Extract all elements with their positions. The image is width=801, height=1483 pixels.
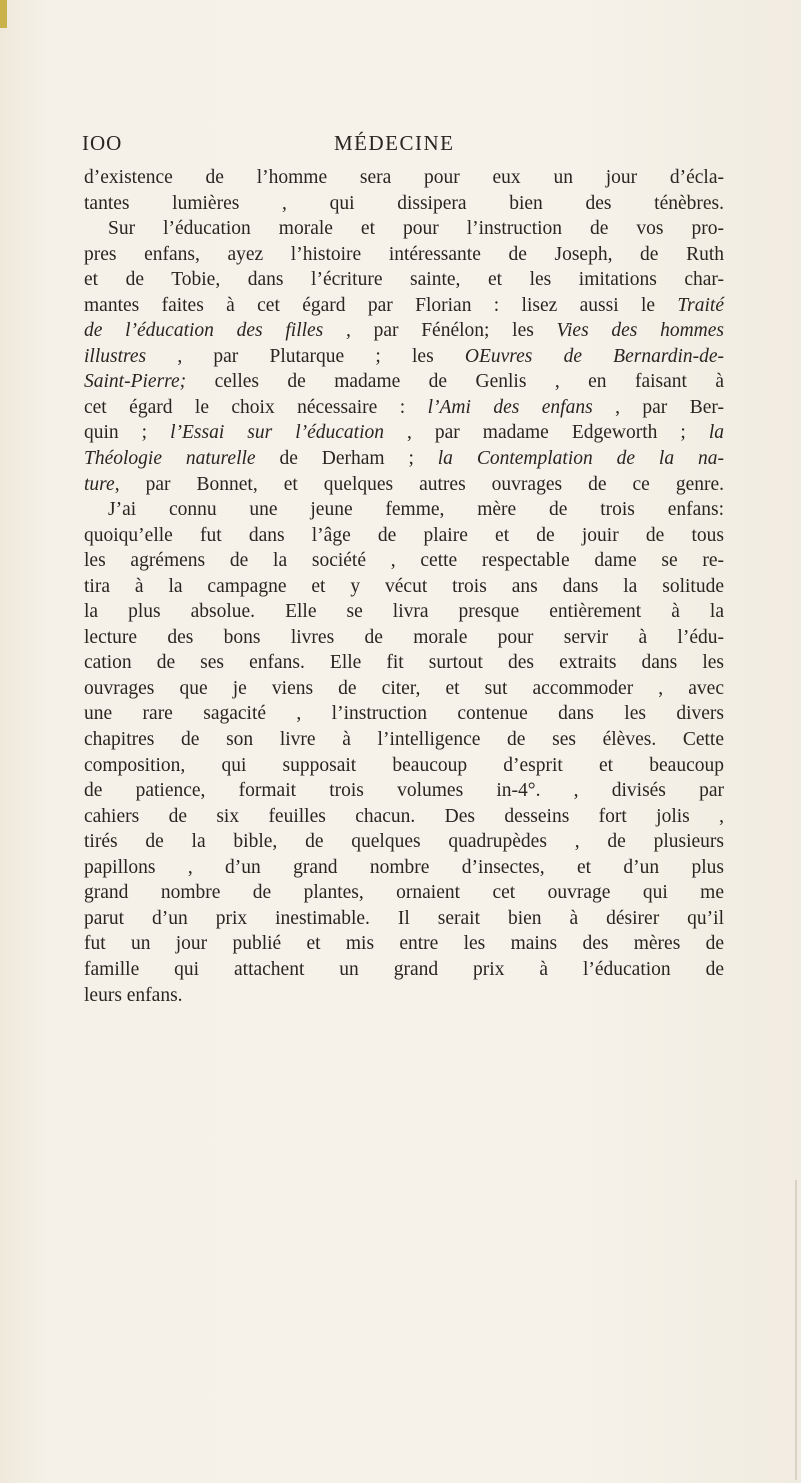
text-line	[84, 191, 724, 217]
text-line	[84, 599, 724, 625]
text-line	[84, 293, 724, 319]
text-segment: , par madame Edgeworth ;	[384, 422, 709, 444]
text-segment: celles de madame de Genlis , en faisant à	[186, 371, 724, 393]
text-line	[84, 395, 724, 421]
text-segment: , par Ber-	[592, 396, 724, 418]
text-segment: par Fénélon; les	[350, 320, 557, 342]
text-segment: grand nombre de plantes, ornaient cet ouvrage qui me	[84, 882, 724, 904]
text-segment: mantes faites à cet égard par Florian : lisez aussi le	[84, 294, 678, 316]
text-segment: la plus absolue. Elle se livra presque entièrement à la	[84, 601, 724, 623]
text-line	[84, 906, 724, 932]
text-line	[84, 855, 724, 881]
text-line	[84, 727, 724, 753]
text-segment: chapitres de son livre à l’intelligence de ses élèves. Cette	[84, 729, 724, 751]
italic-title: l’Essai sur l’éducation	[170, 422, 384, 444]
italic-title: l’Ami des enfans	[427, 396, 593, 418]
text-segment: , par Bonnet, et quelques autres ouvrages de ce genre.	[114, 473, 724, 495]
page-corner-mark	[0, 0, 7, 28]
text-segment: cation de ses enfans. Elle fit surtout des extraits dans les	[84, 652, 724, 674]
italic-title: OEuvres de Bernardin-de-	[464, 345, 725, 367]
italic-title: Vies des hommes	[556, 320, 724, 342]
text-segment: une rare sagacité , l’instruction contenue dans les divers	[84, 703, 724, 725]
italic-title: de l’éducation des filles ,	[84, 320, 351, 342]
text-line	[84, 957, 724, 983]
text-segment: leurs enfans.	[84, 984, 183, 1006]
text-segment: de patience, formait trois volumes in-4°. , divisés par	[84, 780, 724, 802]
text-segment: les agrémens de la société , cette respectable dame se re-	[84, 550, 724, 572]
text-segment: et de Tobie, dans l’écriture sainte, et les imitations char-	[84, 269, 724, 291]
text-line	[84, 318, 724, 344]
text-segment: fut un jour publié et mis entre les mains des mères de	[84, 933, 724, 955]
text-line	[84, 983, 724, 1009]
text-segment: cahiers de six feuilles chacun. Des desseins fort jolis ,	[84, 805, 724, 827]
text-segment: tira à la campagne et y vécut trois ans dans la solitude	[84, 575, 724, 597]
page-number: IOO	[82, 131, 123, 155]
text-line	[84, 369, 724, 395]
italic-title: illustres	[84, 345, 147, 367]
text-line	[84, 446, 724, 472]
text-segment: de Derham ;	[255, 448, 438, 470]
text-segment: Sur l’éducation morale et pour l’instruction de vos pro-	[108, 218, 724, 240]
text-line	[84, 753, 724, 779]
text-segment: quin ;	[84, 422, 171, 444]
text-line	[84, 420, 724, 446]
text-segment: quoiqu’elle fut dans l’âge de plaire et de jouir de tous	[84, 524, 724, 546]
text-line	[84, 625, 724, 651]
italic-title: Saint-Pierre;	[84, 371, 187, 393]
text-line	[84, 676, 724, 702]
text-segment: d’existence de l’homme sera pour eux un jour d’écla-	[84, 167, 724, 188]
italic-title: ture	[84, 473, 115, 495]
text-line	[84, 548, 724, 574]
page-edge-shadow	[795, 1180, 797, 1480]
text-segment: , par Plutarque ; les	[146, 345, 465, 367]
text-line	[84, 267, 724, 293]
text-segment: tirés de la bible, de quelques quadrupèdes , de plusieurs	[84, 831, 724, 853]
text-segment: pres enfans, ayez l’histoire intéressante de Joseph, de Ruth	[84, 243, 724, 265]
text-segment: papillons , d’un grand nombre d’insectes, et d’un plus	[84, 856, 724, 878]
text-line	[84, 165, 724, 191]
page-header	[82, 131, 722, 161]
text-segment: parut d’un prix inestimable. Il serait bien à désirer qu’il	[84, 907, 724, 929]
text-line	[84, 344, 724, 370]
text-line	[84, 804, 724, 830]
text-line	[84, 472, 724, 498]
text-line	[84, 880, 724, 906]
italic-title: la	[708, 422, 724, 444]
text-line	[84, 650, 724, 676]
text-segment: tantes lumières , qui dissipera bien des ténèbres.	[84, 192, 724, 214]
italic-title: Théologie naturelle	[84, 448, 256, 470]
text-segment: ouvrages que je viens de citer, et sut accommoder , avec	[84, 677, 724, 699]
text-line	[84, 242, 724, 268]
text-segment: composition, qui supposait beaucoup d’esprit et beaucoup	[84, 754, 724, 776]
body-text	[84, 165, 724, 1008]
text-segment: famille qui attachent un grand prix à l’éducation de	[84, 958, 724, 980]
text-segment: J’ai connu une jeune femme, mère de trois enfans:	[108, 499, 724, 521]
text-line	[84, 574, 724, 600]
text-line	[84, 931, 724, 957]
text-segment: cet égard le choix nécessaire :	[84, 396, 428, 418]
text-line	[84, 701, 724, 727]
text-segment: lecture des bons livres de morale pour servir à l’édu-	[84, 626, 724, 648]
italic-title: la Contemplation de la na-	[437, 448, 724, 470]
running-head: MÉDECINE	[334, 131, 455, 155]
italic-title: Traité	[677, 294, 724, 316]
text-line	[84, 778, 724, 804]
text-line	[84, 523, 724, 549]
text-line	[84, 216, 724, 242]
text-line	[84, 497, 724, 523]
text-line	[84, 829, 724, 855]
